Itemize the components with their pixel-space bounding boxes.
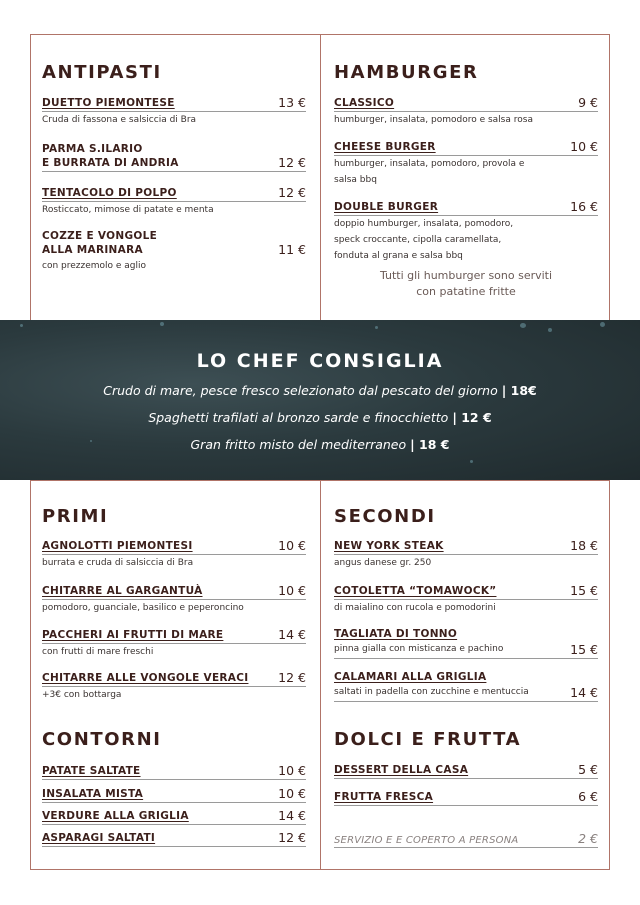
item-name: CALAMARI ALLA GRIGLIA bbox=[334, 671, 487, 683]
item-desc: salsa bbq bbox=[334, 175, 377, 185]
item-name: CHITARRE AL GARGANTUÀ bbox=[42, 585, 203, 597]
item-price: 10 € bbox=[278, 538, 306, 553]
menu-item bbox=[42, 539, 306, 571]
item-price: 18 € bbox=[570, 538, 598, 553]
item-name: NEW YORK STEAK bbox=[334, 540, 444, 552]
menu-item bbox=[334, 790, 598, 806]
chef-banner bbox=[0, 320, 640, 480]
item-price: 15 € bbox=[570, 642, 598, 657]
menu-item bbox=[42, 831, 306, 847]
item-price: 10 € bbox=[570, 139, 598, 154]
menu-item bbox=[42, 809, 306, 825]
item-desc: humburger, insalata, pomodoro e salsa rosa bbox=[334, 115, 533, 125]
menu-item bbox=[42, 186, 306, 218]
item-name: CHEESE BURGER bbox=[334, 141, 436, 153]
decor-speck bbox=[375, 326, 378, 329]
secondi-section bbox=[334, 506, 598, 700]
item-price: 13 € bbox=[278, 95, 306, 110]
item-name: ALLA MARINARA bbox=[42, 244, 143, 256]
item-name: COTOLETTA “TOMAWOCK” bbox=[334, 585, 497, 597]
item-desc: Cruda di fassona e salsiccia di Bra bbox=[42, 115, 197, 125]
item-name: DUETTO PIEMONTESE bbox=[42, 97, 175, 109]
menu-item bbox=[334, 539, 598, 571]
top-divider bbox=[320, 34, 321, 322]
service-charge bbox=[334, 831, 598, 848]
contorni-title: CONTORNI bbox=[42, 729, 162, 750]
item-desc: con frutti di mare freschi bbox=[42, 647, 154, 657]
item-price: 12 € bbox=[278, 185, 306, 200]
hamburger-note bbox=[334, 268, 598, 300]
menu-item bbox=[334, 763, 598, 779]
decor-speck bbox=[470, 460, 473, 463]
item-desc: humburger, insalata, pomodoro, provola e bbox=[334, 159, 525, 169]
chef-dish: Gran fritto misto del mediterraneo bbox=[190, 437, 407, 452]
item-name: AGNOLOTTI PIEMONTESI bbox=[42, 540, 193, 552]
chef-price: | 12 € bbox=[452, 410, 492, 425]
contorni-section bbox=[42, 729, 306, 845]
item-desc: con prezzemolo e aglio bbox=[42, 261, 147, 271]
dolci-section bbox=[334, 729, 598, 846]
item-price: 10 € bbox=[278, 786, 306, 801]
item-price: 11 € bbox=[278, 242, 306, 257]
menu-item bbox=[42, 584, 306, 616]
item-price: 14 € bbox=[278, 808, 306, 823]
chef-price: | 18 € bbox=[410, 437, 450, 452]
item-desc: pinna gialla con misticanza e pachino bbox=[334, 644, 504, 654]
note-line: Tutti gli humburger sono serviti bbox=[379, 269, 553, 282]
chef-line bbox=[0, 383, 640, 398]
item-desc: di maialino con rucola e pomodorini bbox=[334, 603, 496, 613]
item-desc: Rosticcato, mimose di patate e menta bbox=[42, 205, 214, 215]
menu-item bbox=[334, 140, 598, 188]
chef-title: LO CHEF CONSIGLIA bbox=[196, 350, 444, 372]
item-price: 10 € bbox=[278, 583, 306, 598]
item-desc: saltati in padella con zucchine e mentuccia bbox=[334, 687, 529, 697]
item-name: CHITARRE ALLE VONGOLE VERACI bbox=[42, 672, 249, 684]
secondi-title: SECONDI bbox=[334, 506, 436, 527]
menu-item bbox=[42, 628, 306, 660]
item-name: TENTACOLO DI POLPO bbox=[42, 187, 177, 199]
decor-speck bbox=[520, 323, 526, 328]
item-price: 12 € bbox=[278, 155, 306, 170]
item-name: ASPARAGI SALTATI bbox=[42, 832, 156, 844]
item-price: 15 € bbox=[570, 583, 598, 598]
menu-item bbox=[42, 764, 306, 780]
primi-section bbox=[42, 506, 306, 700]
menu-item bbox=[42, 671, 306, 703]
item-name: COZZE E VONGOLE bbox=[42, 230, 158, 242]
item-name: INSALATA MISTA bbox=[42, 788, 144, 800]
decor-speck bbox=[160, 322, 164, 326]
item-name: CLASSICO bbox=[334, 97, 395, 109]
item-name: VERDURE ALLA GRIGLIA bbox=[42, 810, 189, 822]
menu-item bbox=[334, 96, 598, 128]
item-price: 10 € bbox=[278, 763, 306, 778]
antipasti-title: ANTIPASTI bbox=[42, 62, 162, 83]
decor-speck bbox=[20, 324, 23, 327]
note-line: con patatine fritte bbox=[416, 285, 516, 298]
item-desc: fonduta al grana e salsa bbq bbox=[334, 251, 463, 261]
item-name: DOUBLE BURGER bbox=[334, 201, 439, 213]
item-price: 5 € bbox=[578, 762, 598, 777]
menu-item bbox=[42, 787, 306, 803]
service-label: SERVIZIO E E COPERTO A PERSONA bbox=[334, 835, 519, 846]
item-price: 16 € bbox=[570, 199, 598, 214]
item-price: 12 € bbox=[278, 830, 306, 845]
item-name: TAGLIATA DI TONNO bbox=[334, 628, 458, 640]
menu-item bbox=[334, 671, 598, 702]
item-name: PARMA S.ILARIO bbox=[42, 143, 143, 155]
decor-speck bbox=[600, 322, 605, 327]
hamburger-title: HAMBURGER bbox=[334, 62, 479, 83]
item-desc: doppio humburger, insalata, pomodoro, bbox=[334, 219, 514, 229]
item-desc: speck croccante, cipolla caramellata, bbox=[334, 235, 502, 245]
service-price: 2 € bbox=[578, 831, 598, 846]
item-name: DESSERT DELLA CASA bbox=[334, 764, 469, 776]
dolci-title: DOLCI E FRUTTA bbox=[334, 729, 522, 750]
menu-item bbox=[334, 628, 598, 659]
menu-item bbox=[334, 200, 598, 264]
hamburger-section bbox=[334, 62, 598, 298]
menu-item bbox=[334, 584, 598, 616]
menu-item bbox=[42, 96, 306, 128]
chef-dish: Crudo di mare, pesce fresco selezionato dal pescato del giorno bbox=[103, 383, 498, 398]
item-price: 14 € bbox=[570, 685, 598, 700]
menu-item bbox=[42, 143, 306, 172]
item-price: 6 € bbox=[578, 789, 598, 804]
item-name: PATATE SALTATE bbox=[42, 765, 141, 777]
primi-title: PRIMI bbox=[42, 506, 109, 527]
item-price: 12 € bbox=[278, 670, 306, 685]
chef-dish: Spaghetti trafilati al bronzo sarde e finocchietto bbox=[148, 410, 449, 425]
item-price: 14 € bbox=[278, 627, 306, 642]
menu-item bbox=[42, 230, 306, 274]
chef-line bbox=[0, 437, 640, 452]
bottom-divider bbox=[320, 480, 321, 870]
item-desc: burrata e cruda di salsiccia di Bra bbox=[42, 558, 194, 568]
item-name: FRUTTA FRESCA bbox=[334, 791, 434, 803]
item-price: 9 € bbox=[578, 95, 598, 110]
decor-speck bbox=[548, 328, 552, 332]
item-desc: angus danese gr. 250 bbox=[334, 558, 432, 568]
antipasti-section bbox=[42, 62, 306, 271]
item-desc: +3€ con bottarga bbox=[42, 690, 122, 700]
item-desc: pomodoro, guanciale, basilico e peperoncino bbox=[42, 603, 244, 613]
chef-price: | 18€ bbox=[501, 383, 537, 398]
item-name: E BURRATA DI ANDRIA bbox=[42, 157, 179, 169]
item-name: PACCHERI AI FRUTTI DI MARE bbox=[42, 629, 224, 641]
chef-line bbox=[0, 410, 640, 425]
